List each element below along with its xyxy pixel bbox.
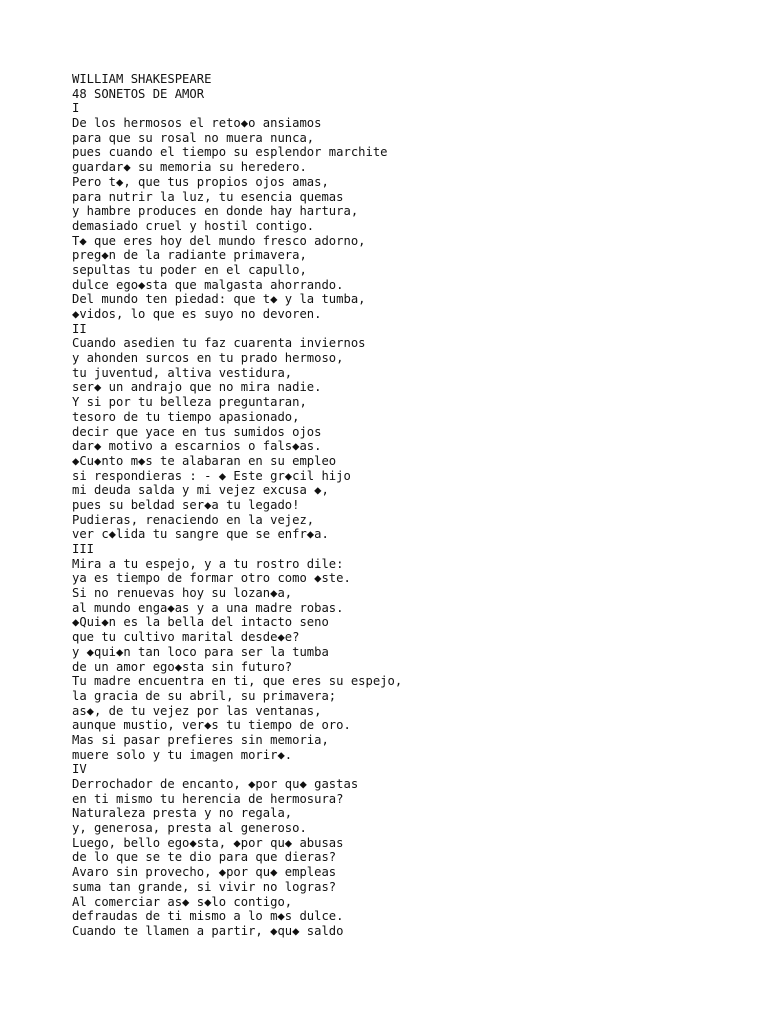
poem-line: Avaro sin provecho, ◆por qu◆ empleas [72,865,337,880]
poem-line: decir que yace en tus sumidos ojos [72,424,322,439]
poem-line: tesoro de tu tiempo apasionado, [72,409,300,424]
poem-line: dulce ego◆sta que malgasta ahorrando. [72,277,344,292]
poem-line: ser◆ un andrajo que no mira nadie. [72,380,322,395]
poem-line: sepultas tu poder en el capullo, [72,262,307,277]
poem-line: y hambre produces en donde hay hartura, [72,204,359,219]
poem-line: ◆vidos, lo que es suyo no devoren. [72,307,322,321]
poem-line: y, generosa, presta al generoso. [72,821,307,836]
poem-line: tu juventud, altiva vestidura, [72,365,293,380]
poem-line: Y si por tu belleza preguntaran, [72,395,307,410]
poem-line: y ahonden surcos en tu prado hermoso, [72,351,344,366]
poem-line: Cuando asedien tu faz cuarenta inviernos [72,336,366,351]
poem-line: Mira a tu espejo, y a tu rostro dile: [72,556,344,571]
document-page [72,72,752,939]
poem-line: Cuando te llamen a partir, ◆qu◆ saldo [72,923,344,938]
poem-line: al mundo enga◆as y a una madre robas. [72,600,344,615]
poem-line: para nutrir la luz, tu esencia quemas [72,189,344,204]
poem-line: si respondieras : - ◆ Este gr◆cil hijo [72,468,351,483]
poem-line: Naturaleza presta y no regala, [72,806,293,821]
poem-line: pues cuando el tiempo su esplendor marchite [72,145,388,160]
poem-line: Al comerciar as◆ s◆lo contigo, [72,894,293,909]
poem-line: as◆, de tu vejez por las ventanas, [72,703,322,718]
poem-line: Mas si pasar prefieres sin memoria, [72,732,329,747]
poem-line: Si no renuevas hoy su lozan◆a, [72,586,293,601]
poem-line: suma tan grande, si vivir no logras? [72,879,337,894]
poem-line: De los hermosos el reto◆o ansiamos [72,116,322,131]
poem-line: Del mundo ten piedad: que t◆ y la tumba, [72,292,366,307]
poem-line: la gracia de su abril, su primavera; [72,688,337,703]
sonnet-number: I [72,101,80,116]
sonnet-number: II [72,321,87,336]
author-heading: WILLIAM SHAKESPEARE [72,72,212,86]
poem-line: ver c◆lida tu sangre que se enfr◆a. [72,527,329,542]
poem-line: dar◆ motivo a escarnios o fals◆as. [72,439,322,454]
poem-line: mi deuda salda y mi vejez excusa ◆, [72,483,329,498]
poem-line: preg◆n de la radiante primavera, [72,248,307,263]
poem-line: ◆Qui◆n es la bella del intacto seno [72,615,329,630]
poem-line: Tu madre encuentra en ti, que eres su espejo, [72,674,403,689]
poem-line: para que su rosal no muera nunca, [72,130,315,145]
poem-line: en ti mismo tu herencia de hermosura? [72,791,344,806]
poem-line: guardar◆ su memoria su heredero. [72,160,307,175]
poem-line: aunque mustio, ver◆s tu tiempo de oro. [72,718,351,733]
poem-line: T◆ que eres hoy del mundo fresco adorno, [72,233,366,248]
poem-line: defraudas de ti mismo a lo m◆s dulce. [72,909,344,924]
poem-body [72,101,752,938]
poem-line: de un amor ego◆sta sin futuro? [72,659,293,674]
poem-line: ya es tiempo de formar otro como ◆ste. [72,571,351,586]
poem-line: y ◆qui◆n tan loco para ser la tumba [72,644,329,659]
poem-line: que tu cultivo marital desde◆e? [72,630,300,645]
sonnet-number: IV [72,762,87,777]
poem-line: Derrochador de encanto, ◆por qu◆ gastas [72,777,359,791]
sonnet-number: III [72,542,95,556]
poem-line: Pero t◆, que tus propios ojos amas, [72,174,329,189]
poem-line: demasiado cruel y hostil contigo. [72,218,315,233]
poem-line: ◆Cu◆nto m◆s te alabaran en su empleo [72,453,337,468]
poem-line: de lo que se te dio para que dieras? [72,850,337,865]
poem-line: Luego, bello ego◆sta, ◆por qu◆ abusas [72,835,344,850]
poem-line: muere solo y tu imagen morir◆. [72,747,293,762]
poem-line: pues su beldad ser◆a tu legado! [72,497,300,512]
poem-line: Pudieras, renaciendo en la vejez, [72,512,315,527]
book-title: 48 SONETOS DE AMOR [72,86,205,101]
